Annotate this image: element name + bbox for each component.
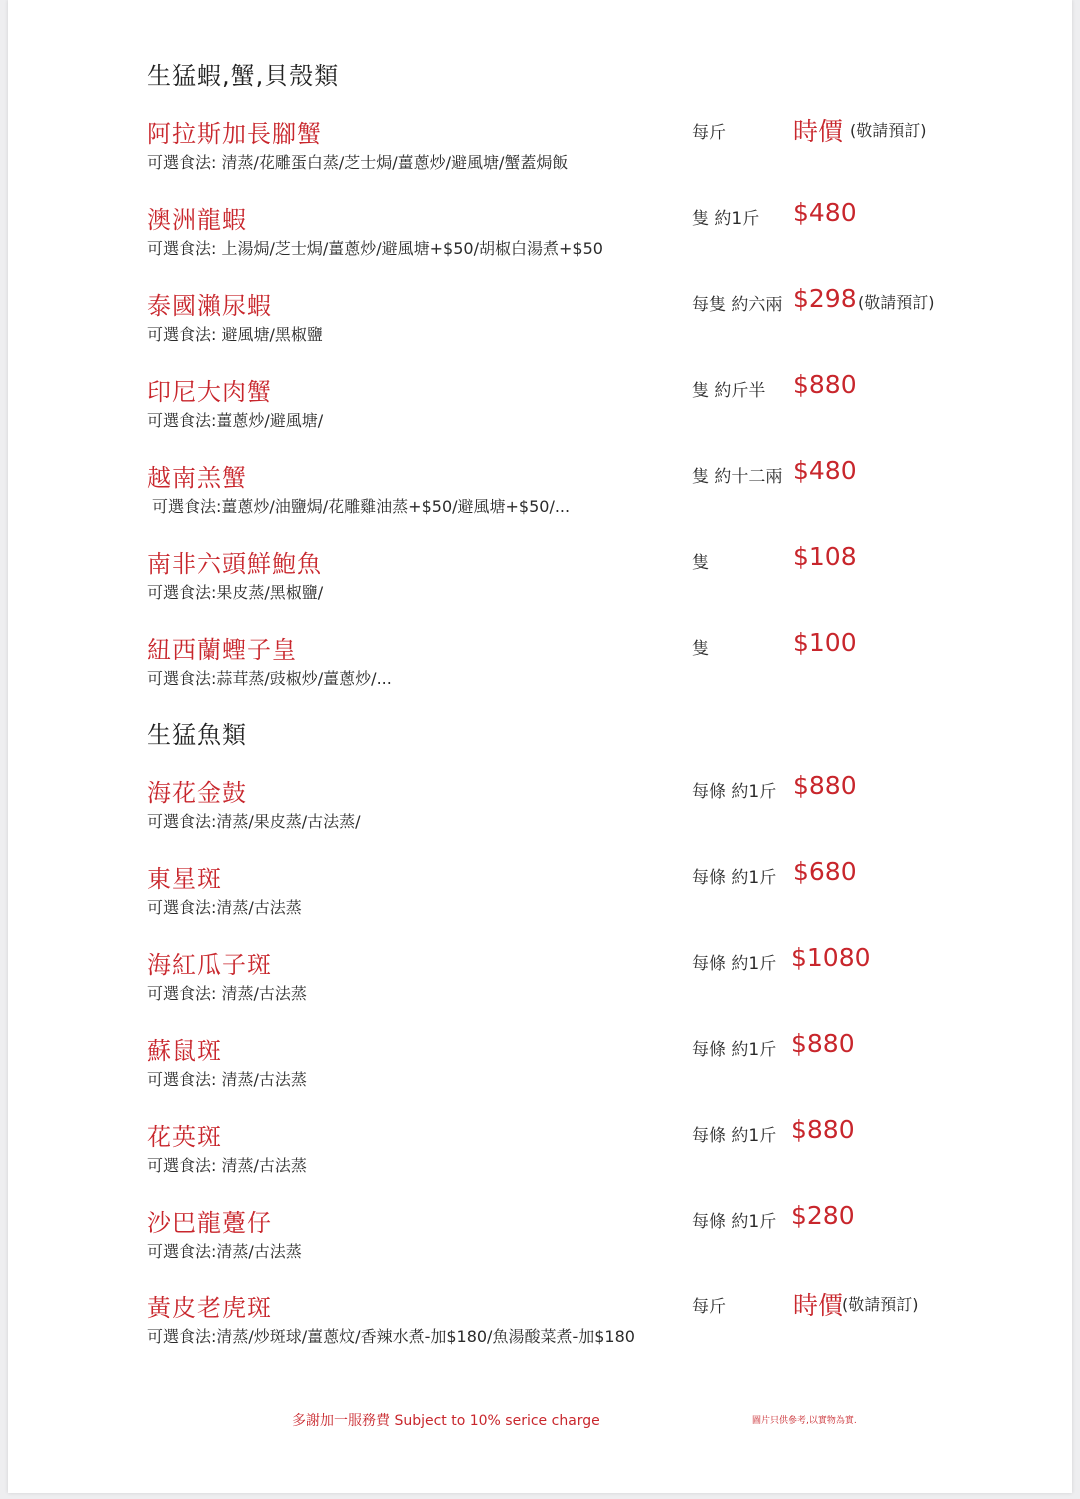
item-name: 印尼大肉蟹 <box>147 378 272 406</box>
section-title-fish: 生猛魚類 <box>147 721 247 749</box>
item-unit: 每條 約1斤 <box>692 1040 777 1060</box>
item-methods: 可選食法:清蒸/果皮蒸/古法蒸/ <box>147 812 361 831</box>
item-note: (敬請預訂) <box>842 1295 919 1314</box>
item-name: 黃皮老虎斑 <box>147 1294 272 1322</box>
item-methods: 可選食法:薑蔥炒/避風塘/ <box>147 411 324 430</box>
item-unit: 每斤 <box>692 123 726 143</box>
item-unit: 隻 <box>692 553 709 573</box>
menu-item <box>0 945 1080 1015</box>
item-name: 海花金鼓 <box>147 779 247 807</box>
item-methods: 可選食法:清蒸/炒斑球/薑蔥炆/香辣水煮-加$180/魚湯酸菜煮-加$180 <box>147 1327 635 1346</box>
item-methods: 可選食法:清蒸/古法蒸 <box>147 898 302 917</box>
item-price: $880 <box>793 771 857 800</box>
item-price: $108 <box>793 542 857 571</box>
item-unit: 隻 約十二兩 <box>692 467 783 487</box>
menu-item <box>0 544 1080 614</box>
item-unit: 每斤 <box>692 1297 726 1317</box>
item-unit: 每條 約1斤 <box>692 782 777 802</box>
item-price: $880 <box>793 370 857 399</box>
item-name: 東星斑 <box>147 865 222 893</box>
item-methods: 可選食法:果皮蒸/黑椒鹽/ <box>147 583 324 602</box>
item-name: 澳洲龍蝦 <box>147 206 247 234</box>
item-methods: 可選食法:蒜茸蒸/豉椒炒/薑蔥炒/... <box>147 669 392 688</box>
item-methods: 可選食法:清蒸/古法蒸 <box>147 1242 302 1261</box>
item-unit: 每條 約1斤 <box>692 868 777 888</box>
item-unit: 隻 約斤半 <box>692 381 766 401</box>
item-name: 蘇鼠斑 <box>147 1037 222 1065</box>
item-name: 阿拉斯加長腳蟹 <box>147 120 322 148</box>
item-methods: 可選食法: 清蒸/古法蒸 <box>147 1070 307 1089</box>
item-unit: 每條 約1斤 <box>692 1212 777 1232</box>
item-note: (敬請預訂) <box>850 121 927 140</box>
menu-item <box>0 773 1080 843</box>
item-unit: 隻 <box>692 639 709 659</box>
menu-item <box>0 200 1080 270</box>
item-price: $880 <box>791 1115 855 1144</box>
menu-item <box>0 114 1080 184</box>
item-methods: 可選食法: 清蒸/古法蒸 <box>147 1156 307 1175</box>
item-methods: 可選食法: 清蒸/花雕蛋白蒸/芝士焗/薑蔥炒/避風塘/蟹蓋焗飯 <box>147 153 569 172</box>
menu-item <box>0 1117 1080 1187</box>
item-name: 南非六頭鮮鮑魚 <box>147 550 322 578</box>
item-methods: 可選食法: 上湯焗/芝士焗/薑蔥炒/避風塘+$50/胡椒白湯煮+$50 <box>147 239 603 258</box>
item-name: 泰國瀨尿蝦 <box>147 292 272 320</box>
section-title-shellfish: 生猛蝦,蟹,貝殼類 <box>147 62 340 90</box>
service-charge-note: 多謝加一服務費 Subject to 10% serice charge <box>292 1413 600 1429</box>
item-unit: 每隻 約六兩 <box>692 295 783 315</box>
item-price: $480 <box>793 198 857 227</box>
menu-item <box>0 859 1080 929</box>
item-name: 花英斑 <box>147 1123 222 1151</box>
item-price: 時價 <box>793 1291 844 1320</box>
menu-item <box>0 1031 1080 1101</box>
item-price: $298 <box>793 284 857 313</box>
item-name: 海紅瓜子斑 <box>147 951 272 979</box>
menu-item <box>0 458 1080 528</box>
item-name: 沙巴龍躉仔 <box>147 1209 272 1237</box>
item-methods: 可選食法: 清蒸/古法蒸 <box>147 984 307 1003</box>
menu-item <box>0 630 1080 700</box>
menu-item <box>0 286 1080 356</box>
item-price: $100 <box>793 628 857 657</box>
menu-item <box>0 1203 1080 1273</box>
item-note: (敬請預訂) <box>858 293 935 312</box>
item-unit: 隻 約1斤 <box>692 209 760 229</box>
item-price: $280 <box>791 1201 855 1230</box>
item-unit: 每條 約1斤 <box>692 954 777 974</box>
item-methods: 可選食法: 避風塘/黑椒鹽 <box>147 325 323 344</box>
item-methods: 可選食法:薑蔥炒/油鹽焗/花雕雞油蒸+$50/避風塘+$50/... <box>152 497 571 516</box>
item-unit: 每條 約1斤 <box>692 1126 777 1146</box>
photo-disclaimer: 圖片只供參考,以實物為實. <box>752 1416 857 1426</box>
menu-item <box>0 1288 1080 1358</box>
item-price: $1080 <box>791 943 871 972</box>
item-price: 時價 <box>793 117 844 146</box>
item-price: $880 <box>791 1029 855 1058</box>
item-name: 越南羔蟹 <box>147 464 247 492</box>
item-name: 紐西蘭蟶子皇 <box>147 636 297 664</box>
item-price: $680 <box>793 857 857 886</box>
menu-item <box>0 372 1080 442</box>
item-price: $480 <box>793 456 857 485</box>
